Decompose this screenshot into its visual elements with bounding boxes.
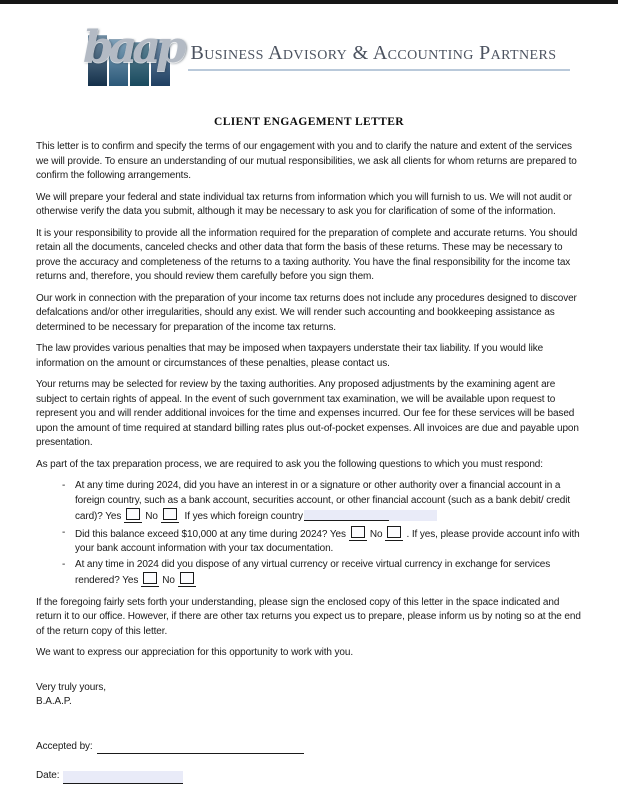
paragraph: We will prepare your federal and state individual tax returns from information which you will furnish to us. We will not audit or otherwise verify the data you submit, although it may be necessary to ask you for clarification of some of the information. bbox=[36, 191, 572, 217]
question-item-virtual-currency bbox=[62, 558, 582, 589]
signoff-block bbox=[36, 681, 582, 710]
signoff-line-1: Very truly yours, bbox=[36, 681, 106, 693]
q2-yes-checkbox[interactable] bbox=[351, 526, 365, 538]
foreign-country-underline bbox=[304, 510, 389, 521]
page-top-border bbox=[0, 0, 618, 4]
q2-no-checkbox[interactable] bbox=[387, 526, 401, 538]
no-label: No bbox=[369, 528, 383, 540]
page-title: CLIENT ENGAGEMENT LETTER bbox=[213, 116, 405, 128]
accepted-by-line bbox=[97, 741, 304, 754]
checkbox-line bbox=[349, 526, 367, 541]
question-text-before: At any time in 2024 did you dispose of any virtual currency or receive virtual currency in exchange for services rendered? bbox=[75, 558, 551, 586]
paragraph: The law provides various penalties that may be imposed when taxpayers understate their tax liability. If you would like information on the amount or circumstances of these penalties, please contact us. bbox=[36, 343, 544, 369]
date-row bbox=[36, 769, 582, 784]
q3-yes-checkbox[interactable] bbox=[143, 572, 157, 584]
paragraph: If the foregoing fairly sets forth your understanding, please sign the enclosed copy of this letter in the space indicated and return it to our office. However, if there are other tax returns you expect us to prepare, please inform us by noting so at the end of the return copy of this letter. bbox=[36, 596, 581, 637]
accepted-by-row bbox=[36, 740, 582, 755]
logo-square-1 bbox=[88, 35, 107, 86]
question-text-after: If yes which foreign country bbox=[181, 511, 303, 522]
paragraph: This letter is to confirm and specify the terms of our engagement with you and to clarify the nature and extent of the services we will provide. To ensure an understanding of our mutual responsibilities, we ask all clients for whom returns are prepared to confirm the following arrangements. bbox=[36, 141, 577, 181]
bullet-dash: - bbox=[62, 558, 66, 570]
question-text-before: At any time during 2024, did you have an interest in or a signature or other authority over a financial account in a foreign country, such as a bank account, securities account, or other financial account (such as a bank debit/ credit card)? bbox=[75, 480, 571, 522]
question-text bbox=[75, 558, 582, 589]
paragraph: It is your responsibility to provide all the information required for the preparation of complete and accurate returns. You should retain all the documents, canceled checks and other data that form the basis of these returns. These may be necessary to prove the accuracy and completeness of the returns to a taxing authority. You have the final responsibility for the income tax returns and, therefore, you should review them carefully before you sign them. bbox=[36, 227, 578, 282]
question-text bbox=[75, 479, 582, 525]
date-field[interactable] bbox=[63, 771, 183, 784]
bullet-dash: - bbox=[62, 480, 66, 491]
question-text bbox=[75, 526, 582, 557]
checkbox-line bbox=[124, 508, 142, 523]
questions-list bbox=[62, 479, 582, 589]
accepted-by-label: Accepted by: bbox=[36, 740, 93, 752]
no-label: No bbox=[145, 511, 158, 522]
bullet-dash: - bbox=[62, 526, 66, 538]
logo-square-3 bbox=[130, 42, 149, 86]
question-text-after: . If yes, please provide account info with your bank account information with your tax documentation. bbox=[75, 528, 580, 554]
letter-body bbox=[0, 140, 618, 784]
q3-no-checkbox[interactable] bbox=[180, 572, 194, 584]
letterhead bbox=[0, 22, 618, 106]
question-item-foreign-account bbox=[62, 479, 582, 525]
baap-logo bbox=[83, 22, 182, 86]
question-text-before: Did this balance exceed $10,000 at any time during 2024? bbox=[75, 528, 330, 540]
checkbox-line bbox=[385, 526, 403, 541]
question-item-balance-exceed bbox=[62, 526, 582, 557]
logo-squares bbox=[88, 34, 170, 86]
paragraph: Your returns may be selected for review by the taxing authorities. Any proposed adjustments by the examining agent are subject to certain rights of appeal. In the event of such government tax examination, we will be available upon request to represent you and will render additional invoices for the time and expenses incurred. Our fee for these services will be based upon the amount of time required at standard billing rates plus out-of-pocket expenses. All invoices are due and payable upon presentation. bbox=[36, 379, 579, 448]
date-label: Date: bbox=[36, 770, 60, 781]
logo-script-letters: baap bbox=[83, 22, 182, 73]
company-name: Business Advisory & Accounting Partners bbox=[188, 42, 570, 71]
no-label: No bbox=[162, 575, 175, 586]
foreign-country-field[interactable] bbox=[304, 510, 437, 521]
q1-yes-checkbox[interactable] bbox=[126, 508, 140, 520]
yes-label: Yes bbox=[329, 528, 346, 540]
yes-label: Yes bbox=[105, 511, 122, 522]
paragraph: We want to express our appreciation for this opportunity to work with you. bbox=[36, 647, 354, 658]
q1-no-checkbox[interactable] bbox=[163, 508, 177, 520]
checkbox-line bbox=[161, 508, 179, 523]
logo-square-2 bbox=[109, 39, 128, 86]
checkbox-line bbox=[178, 572, 196, 587]
logo-square-4 bbox=[151, 39, 170, 86]
checkbox-line bbox=[141, 572, 159, 587]
paragraph: As part of the tax preparation process, we are required to ask you the following questions to which you must respond: bbox=[36, 458, 543, 470]
signoff-line-2: B.A.A.P. bbox=[36, 696, 72, 707]
paragraph: Our work in connection with the preparation of your income tax returns does not include any procedures designed to discover defalcations and/or other irregularities, should any exist. We will render such accounting and bookkeeping assistance as determined to be necessary for preparation of the income tax returns. bbox=[36, 292, 577, 333]
yes-label: Yes bbox=[122, 575, 139, 586]
